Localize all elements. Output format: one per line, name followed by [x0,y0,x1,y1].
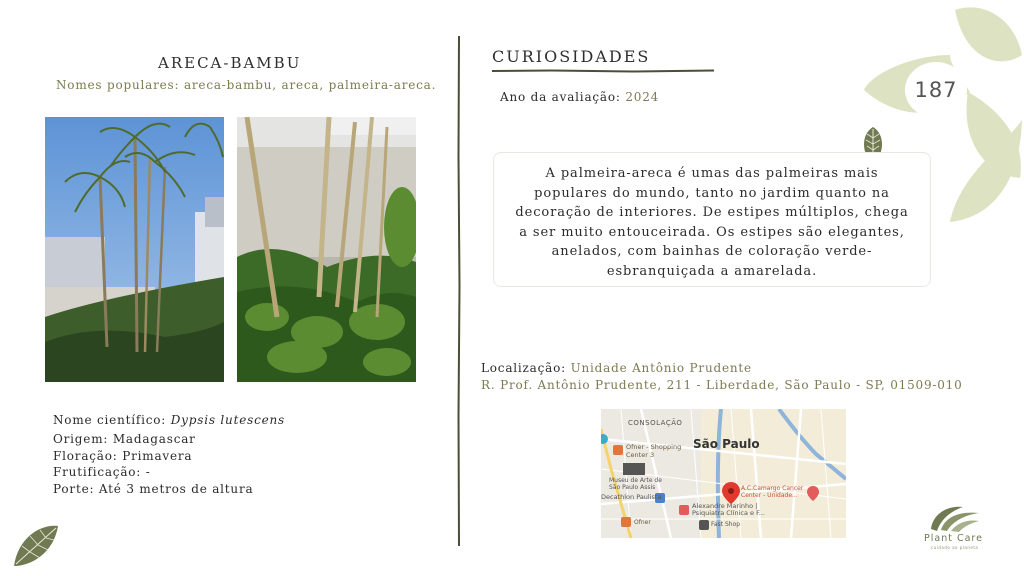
scientific-name [53,412,285,429]
evaluation-year [500,90,659,104]
fruiting: Frutificação: - [53,465,151,479]
origin: Origem: Madagascar [53,432,196,446]
map-label-alexandre-2: Psiquiatra Clínica e F... [692,509,765,517]
year-value: 2024 [625,90,660,104]
map-label-alexandre-1: Alexandre Marinho | [692,502,758,510]
heading-underline [492,68,714,74]
curiosities-box [493,152,931,287]
popular-names: Nomes populares: areca-bambu, areca, palmeira-areca. [56,78,437,92]
location-label: Localização: [481,361,571,375]
location-unit: Unidade Antônio Prudente [570,361,752,375]
plant-photo-1 [45,117,224,382]
map-label-fastshop: Fast Shop [711,521,741,528]
location-address: R. Prof. Antônio Prudente, 211 - Liberdade, São Paulo - SP, 01509-010 [481,378,963,392]
map-label-accamargo-2: Center - Unidade... [741,492,798,499]
map-label-ofner: Ofner [634,519,651,526]
map-label-museu-2: São Paulo Assis [609,484,656,491]
location-map[interactable] [601,409,846,538]
flowering: Floração: Primavera [53,449,193,463]
curiosities-heading: CURIOSIDADES [492,47,651,66]
map-label-decathlon: Decathlon Paulista [601,493,662,501]
map-label-center3: Center 3 [626,451,655,459]
leaf-icon [10,522,62,570]
plant-title: ARECA-BAMBU [158,54,302,72]
map-label-city: São Paulo [693,437,760,451]
map-label-consolacao: CONSOLAÇÃO [628,419,683,427]
brand-tagline: cuidado ao planeta [931,545,979,550]
page-number-badge [905,62,967,118]
location [481,361,752,375]
plant-care-logo-icon [929,503,981,533]
size: Porte: Até 3 metros de altura [53,482,254,496]
plant-photo-2 [237,117,416,382]
curiosities-text: A palmeira-areca é umas das palmeiras mais populares do mundo, tanto no jardim quanto na decoração de interiores. De estipes múltiplos, chega a ser muito entouceirada. Os estipes são elegantes, anelados, com bainhas de coloração verde-esbranquiçada a amarelada. [515,166,909,279]
vertical-divider [454,36,464,546]
map-label-accamargo-1: A.C.Camargo Cancer [741,485,804,492]
page-number: 187 [914,78,958,102]
scientific-name-label: Nome científico: [53,413,171,427]
scientific-name-value: Dypsis lutescens [170,413,285,427]
map-label-ofner-shopping: Ofner - Shopping [626,443,682,451]
year-label: Ano da avaliação: [500,90,626,104]
brand-name: Plant Care [924,533,983,544]
map-label-museu-1: Museu de Arte de [609,477,662,484]
